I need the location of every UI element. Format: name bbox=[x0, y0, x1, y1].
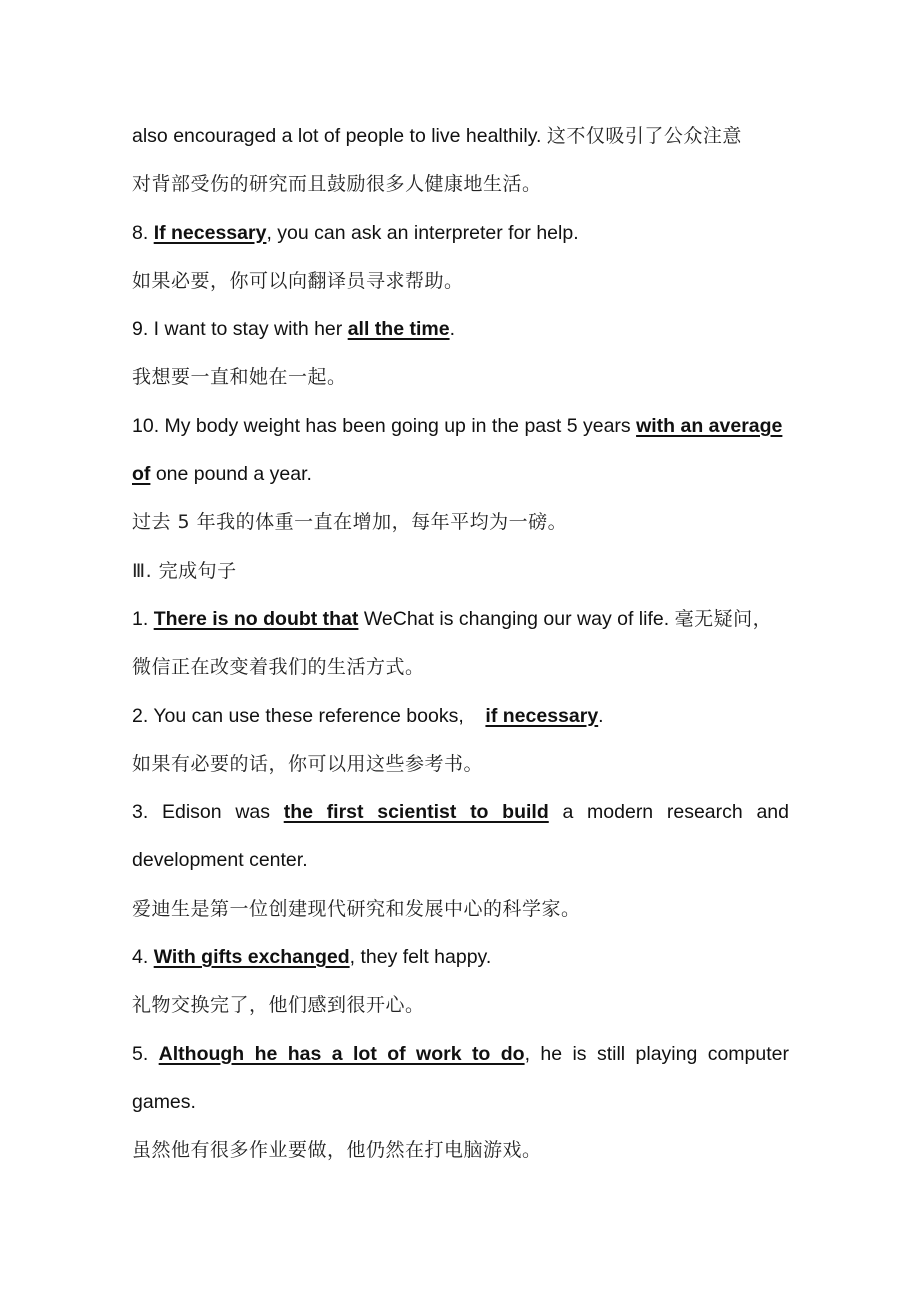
item-suffix: one pound a year. bbox=[150, 463, 312, 486]
item-prefix: 9. I want to stay with her bbox=[132, 318, 348, 341]
chinese-translation: 微信正在改变着我们的生活方式。 bbox=[132, 656, 425, 679]
chinese-translation: 爱迪生是第一位创建现代研究和发展中心的科学家。 bbox=[132, 897, 581, 920]
sentence-item-2 bbox=[132, 692, 789, 740]
exercise-item-10 bbox=[132, 402, 789, 450]
answer-text: with an average bbox=[636, 414, 783, 437]
answer-text: the first scientist to build bbox=[283, 801, 549, 824]
chinese-translation: 如果必要，你可以向翻译员寻求帮助。 bbox=[132, 269, 464, 292]
chinese-translation: 过去 5 年我的体重一直在增加，每年平均为一磅。 bbox=[132, 511, 568, 534]
item-suffix: a modern research and bbox=[548, 801, 789, 824]
item-prefix: 5. bbox=[132, 1042, 159, 1065]
chinese-translation: 虽然他有很多作业要做，他仍然在打电脑游戏。 bbox=[132, 1139, 542, 1162]
answer-text: Although he has a lot of work to do bbox=[158, 1042, 525, 1065]
exercise-item-9 bbox=[132, 305, 789, 353]
answer-text: all the time bbox=[347, 318, 450, 341]
item-prefix: 2. You can use these reference books, bbox=[132, 704, 486, 727]
sentence-item-3 bbox=[132, 788, 789, 836]
answer-text: If necessary bbox=[153, 221, 267, 244]
item-suffix: . bbox=[449, 318, 455, 341]
item-suffix: , he is still playing computer bbox=[524, 1042, 789, 1065]
text-line bbox=[132, 112, 789, 160]
item-prefix: 3. Edison was bbox=[132, 801, 284, 824]
section-heading: Ⅲ. 完成句子 bbox=[132, 559, 237, 582]
item-prefix: 10. My body weight has been going up in the past 5 years bbox=[132, 414, 637, 437]
chinese-text: 毫无疑问， bbox=[674, 607, 773, 630]
sentence-item-3-cont: development center. bbox=[132, 849, 308, 872]
item-prefix: 8. bbox=[132, 221, 154, 244]
sentence-item-5-cont: games. bbox=[132, 1090, 196, 1113]
chinese-translation: 礼物交换完了，他们感到很开心。 bbox=[132, 994, 425, 1017]
chinese-text: 这不仅吸引了公众注意 bbox=[546, 125, 742, 147]
item-suffix: WeChat is changing our way of life. bbox=[358, 607, 675, 630]
chinese-translation: 对背部受伤的研究而且鼓励很多人健康地生活。 bbox=[132, 173, 542, 196]
item-prefix: 4. bbox=[132, 946, 154, 969]
item-prefix: 1. bbox=[132, 607, 154, 630]
sentence-item-4 bbox=[132, 933, 789, 981]
answer-text: of bbox=[132, 463, 151, 486]
chinese-translation: 我想要一直和她在一起。 bbox=[132, 366, 347, 389]
answer-text: With gifts exchanged bbox=[153, 946, 350, 969]
answer-text: There is no doubt that bbox=[153, 607, 359, 630]
chinese-translation: 如果有必要的话，你可以用这些参考书。 bbox=[132, 752, 484, 775]
sentence-item-5 bbox=[132, 1030, 789, 1078]
document-page bbox=[132, 112, 789, 1175]
english-text: also encouraged a lot of people to live healthily. bbox=[132, 125, 547, 147]
sentence-item-1 bbox=[132, 595, 789, 643]
answer-text: if necessary bbox=[485, 704, 599, 727]
exercise-item-8 bbox=[132, 209, 789, 257]
item-suffix: , they felt happy. bbox=[349, 946, 492, 969]
exercise-item-10-cont bbox=[132, 450, 789, 498]
item-suffix: , you can ask an interpreter for help. bbox=[266, 221, 579, 244]
item-suffix: . bbox=[598, 704, 604, 727]
